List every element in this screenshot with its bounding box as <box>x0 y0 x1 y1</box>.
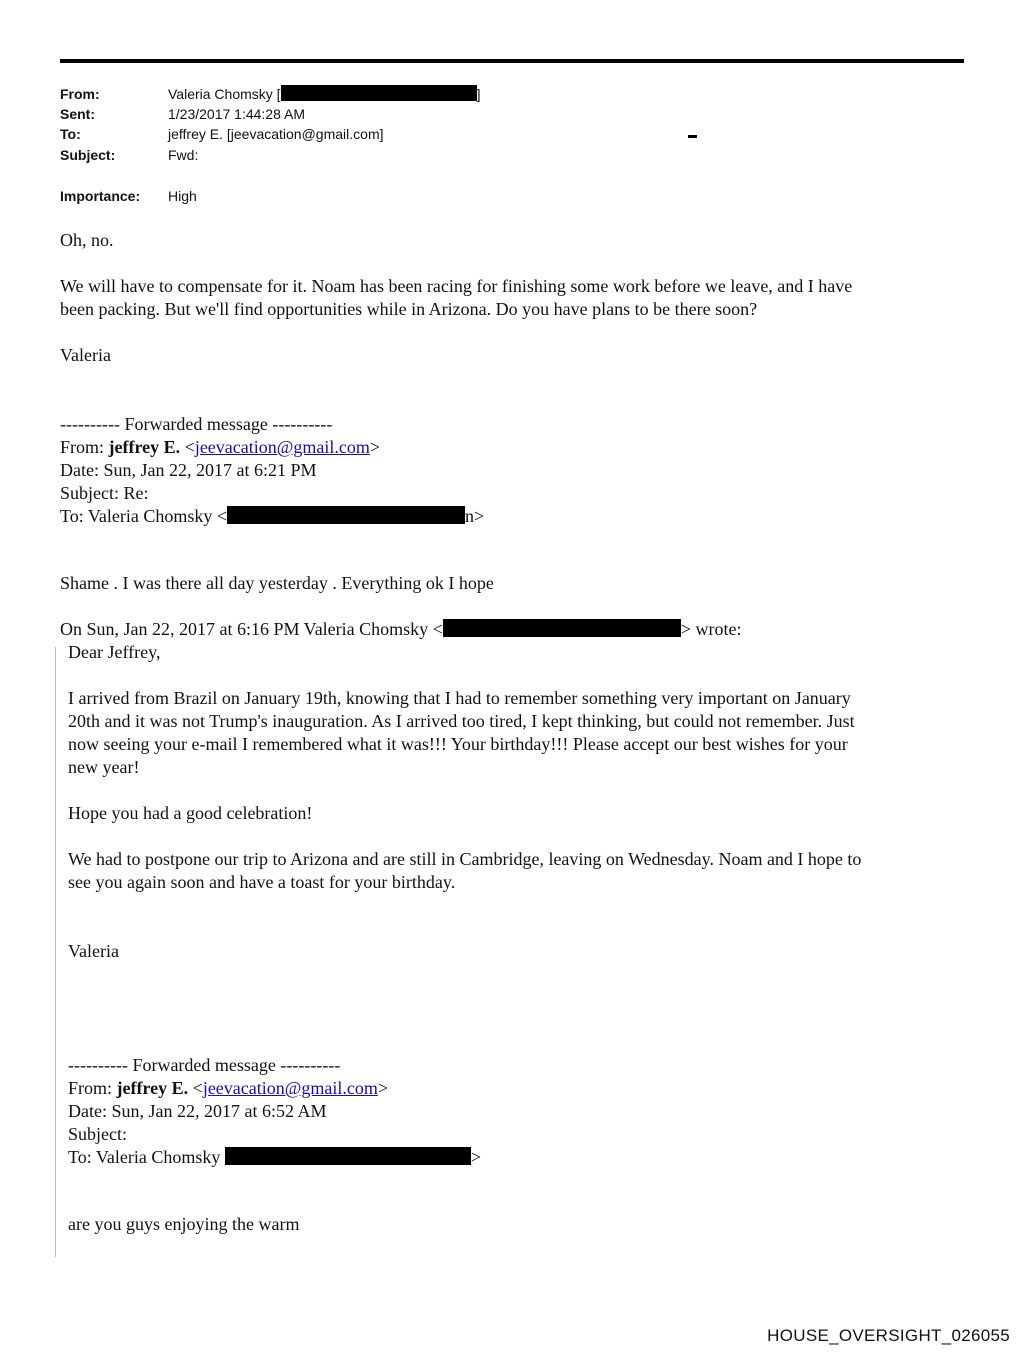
from-close: > <box>369 437 380 457</box>
body-signoff: Valeria <box>60 345 111 365</box>
from-open: < <box>180 437 195 457</box>
body-line: Oh, no. <box>60 230 114 250</box>
quote-bar <box>55 647 56 1257</box>
to-tail: n> <box>465 506 485 526</box>
forward-message: are you guys enjoying the warm <box>68 1214 300 1234</box>
forward-date: Date: Sun, Jan 22, 2017 at 6:21 PM <box>60 460 317 480</box>
email-link[interactable]: jeevacation@gmail.com <box>202 1078 378 1098</box>
stray-mark <box>688 135 697 138</box>
forward-subject: Subject: <box>68 1124 127 1144</box>
importance-label: Importance: <box>60 188 141 204</box>
forward-date: Date: Sun, Jan 22, 2017 at 6:52 AM <box>68 1101 327 1121</box>
from-prefix: From: <box>60 437 109 457</box>
from-close: ] <box>476 86 481 102</box>
redaction-bar <box>281 85 477 101</box>
subject-value: Fwd: <box>168 147 199 163</box>
intro-prefix: On Sun, Jan 22, 2017 at 6:16 PM Valeria Chomsky < <box>60 619 443 639</box>
to-prefix: To: Valeria Chomsky < <box>60 506 228 526</box>
to-value: jeffrey E. [jeevacation@gmail.com] <box>168 126 384 142</box>
body-paragraph-line: We will have to compensate for it. Noam has been racing for finishing some work before we leave, and I have <box>60 276 853 296</box>
forward-subject: Subject: Re: <box>60 483 149 503</box>
redaction-bar <box>225 1147 471 1165</box>
subject-label: Subject: <box>60 147 116 163</box>
forward-message: Shame . I was there all day yesterday . Everything ok I hope <box>60 573 494 593</box>
quote-greeting: Dear Jeffrey, <box>68 642 161 662</box>
quote-line: We had to postpone our trip to Arizona and are still in Cambridge, leaving on Wednesday. Noam and I hope to <box>68 849 862 869</box>
forward-to <box>60 505 484 528</box>
to-label: To: <box>60 126 81 142</box>
from-prefix: From: <box>68 1078 117 1098</box>
sent-value: 1/23/2017 1:44:28 AM <box>168 106 305 122</box>
from-name: jeffrey E. <box>116 1078 189 1098</box>
from-name: jeffrey E. <box>108 437 181 457</box>
forward-header: ---------- Forwarded message ---------- <box>68 1055 341 1075</box>
quote-intro <box>60 618 741 641</box>
importance-value: High <box>168 188 197 204</box>
from-open: < <box>188 1078 203 1098</box>
forward-from <box>60 436 380 459</box>
from-close: > <box>377 1078 388 1098</box>
header-rule <box>60 59 964 63</box>
quote-line: Hope you had a good celebration! <box>68 803 313 823</box>
from-label: From: <box>60 86 100 102</box>
forward-from <box>68 1077 388 1100</box>
forward-to <box>68 1146 481 1169</box>
bates-number: HOUSE_OVERSIGHT_026055 <box>767 1326 1010 1345</box>
quote-line: new year! <box>68 757 140 777</box>
from-name: Valeria Chomsky [ <box>168 86 281 102</box>
quote-line: now seeing your e-mail I remembered what it was!!! Your birthday!!! Please accept our best wishes for your <box>68 734 848 754</box>
intro-suffix: > wrote: <box>680 619 742 639</box>
email-link[interactable]: jeevacation@gmail.com <box>194 437 370 457</box>
redaction-bar <box>443 619 681 637</box>
to-prefix: To: Valeria Chomsky <box>68 1147 225 1167</box>
body-paragraph-line: been packing. But we'll find opportunities while in Arizona. Do you have plans to be there soon? <box>60 299 758 319</box>
email-header <box>60 84 960 214</box>
from-value <box>168 84 480 104</box>
to-tail: > <box>470 1147 482 1167</box>
quote-line: see you again soon and have a toast for your birthday. <box>68 872 456 892</box>
sent-label: Sent: <box>60 106 95 122</box>
redaction-bar <box>227 506 465 524</box>
forward-header: ---------- Forwarded message ---------- <box>60 414 333 434</box>
quote-line: 20th and it was not Trump's inauguration. As I arrived too tired, I kept thinking, but could not remember. Just <box>68 711 855 731</box>
quote-signoff: Valeria <box>68 941 119 961</box>
quote-line: I arrived from Brazil on January 19th, knowing that I had to remember something very important on January <box>68 688 851 708</box>
